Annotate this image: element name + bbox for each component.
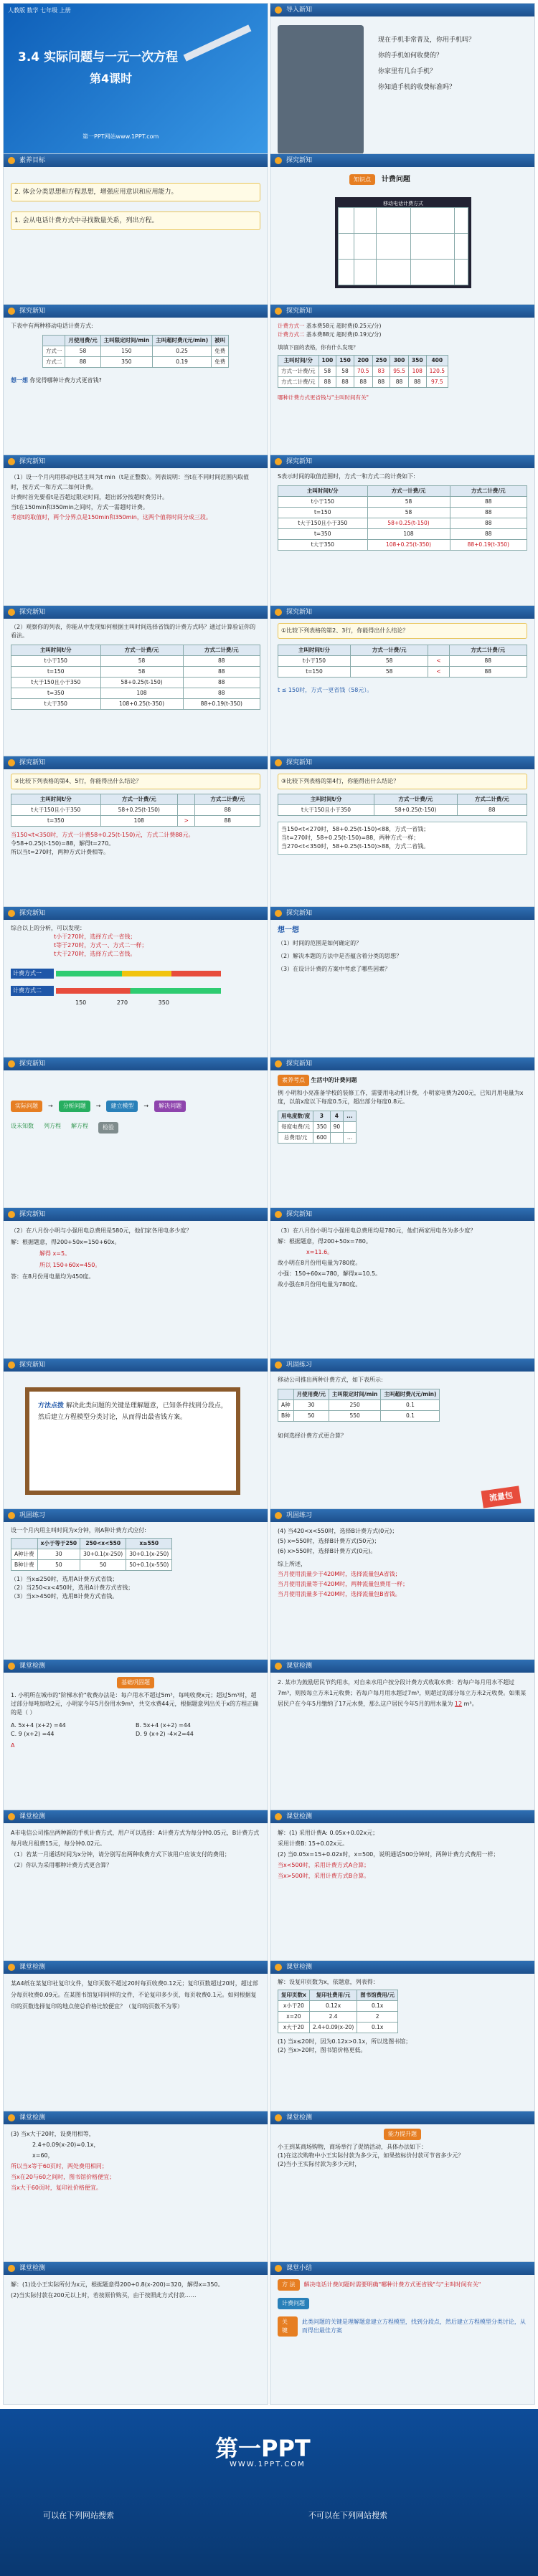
slide-header: 导入新知 bbox=[270, 4, 534, 16]
cover-subtitle: 第4课时 bbox=[90, 72, 133, 85]
slide-knowledge bbox=[270, 153, 535, 322]
flow-steps: 实际问题 → 分析问题 → 建立模型 → 解决问题 bbox=[11, 1101, 260, 1112]
blank-answer: 12 bbox=[454, 1701, 463, 1707]
answer: (2) 当x>20时，图书馆价格更低。 bbox=[278, 2047, 367, 2053]
practice-table: x小于等于250 250<x<550 x≥550 A种计费 30 30+0.1(x-250) 30+0.1(x-250) B种计费 50 50 50+0.1(x-550) bbox=[11, 1538, 172, 1571]
conclusion: t大于270时，选择方式二省钱。 bbox=[54, 951, 136, 957]
question: （2）解决本题的方法中是否蕴含着分类的思想？ bbox=[278, 953, 402, 959]
answer: (2)当实际付款在200元以上时，若按原价购买，由于按照此方式付款…… bbox=[11, 2292, 197, 2299]
slide-quiz-3-answer bbox=[270, 1810, 535, 1978]
slide-summary-bars bbox=[3, 906, 268, 1075]
question: 如何选择计费方式更合算？ bbox=[278, 1432, 346, 1439]
slide-example-2 bbox=[3, 1207, 268, 1376]
slide-quiz-5-answer bbox=[3, 2261, 268, 2405]
slide-compare-chart bbox=[270, 304, 535, 472]
slide-header: 课堂检测 bbox=[4, 1961, 268, 1974]
intro-questions bbox=[378, 32, 475, 95]
question: 小王到某商场购物，商场举行了促销活动，具体办法如下： bbox=[278, 2144, 427, 2150]
question: A市电信公司推出两种新的手机计费方式，用户可以选择：A计费方式为每分钟0.05元，B计费方式每月收月租费15元，每分钟0.02元。 bbox=[11, 1830, 260, 1847]
question: ③比较下列表格的第4行，你能得出什么结论？ bbox=[278, 774, 527, 789]
method-title: 方法点拨 bbox=[38, 1402, 65, 1410]
answer: 所以当x等于60页时，两处费用相同； bbox=[11, 2163, 108, 2169]
tick-label: 150 bbox=[75, 999, 87, 1006]
question: ②比较下列表格的第4、5行，你能得出什么结论？ bbox=[11, 774, 260, 789]
method-1-overtime: 超时费(0.25元/分) bbox=[336, 323, 382, 329]
question: 2. 某市为鼓励居民节约用水，对自来水用户按分段计费方式收取水费：若每户每月用水不超过7m³，则按每立方米1元收费；若每户每月用水超过7m³，则超过的部分每立方米2元收费。如果某居民户在今年5月缴纳了17元水费，那么这户居民今年5月的用水量为 bbox=[278, 1679, 527, 1707]
slide-header: 探究新知 bbox=[4, 756, 268, 769]
slide-header: 课堂检测 bbox=[270, 2111, 534, 2124]
bar-label: 计费方式二 bbox=[11, 986, 54, 996]
answer: 解：根据题意，得200+50x=150+60x。 bbox=[11, 1239, 121, 1245]
summary-key: 方 法 bbox=[278, 2279, 300, 2291]
slide-quiz-4 bbox=[3, 1960, 268, 2129]
slide-quiz-4-answer bbox=[270, 1960, 535, 2129]
option[interactable]: A. 5x+4 (x+2) =44 bbox=[11, 1722, 66, 1729]
options bbox=[11, 1721, 260, 1739]
answer: 解得 x=5。 bbox=[39, 1250, 71, 1257]
compare-table: 主叫时间t/分 方式一计费/元 方式二计费/元 t大于150且小于350 58+0.25(t-150) 88 t=350 108 > 88 bbox=[11, 794, 260, 827]
para: （1）设一个月内用移动电话主叫为t min（t是正整数）。列表说明：当t在不同时间范围内取值时，按方式一和方式二如何计费。 bbox=[11, 474, 250, 490]
intro-line: 你家里有几台手机？ bbox=[378, 68, 437, 75]
think-label: 想一想 bbox=[11, 377, 28, 384]
question: （2）你认为采用哪种计费方式更合算？ bbox=[11, 1862, 113, 1868]
slide-header: 探究新知 bbox=[4, 1359, 268, 1372]
para: 考虑t的取值时，两个分界点是150min和350min，这两个值将时间分成三段。 bbox=[11, 514, 212, 521]
slide-practice-solve bbox=[3, 1508, 268, 1677]
summary-center: 计费问题 bbox=[278, 2298, 309, 2309]
slide-header: 探究新知 bbox=[4, 1208, 268, 1221]
pen-icon bbox=[174, 11, 260, 75]
method-board bbox=[25, 1387, 240, 1495]
goal-2: 2. 体会分类思想和方程思想，增强应用意识和应用能力。 bbox=[11, 183, 260, 201]
intro-line: 你的手机如何收费的？ bbox=[378, 52, 443, 60]
summary-lead: 综上所述， bbox=[278, 1561, 306, 1567]
flow-label: 设未知数 bbox=[11, 1123, 34, 1129]
fee-table: 月使用费/元 主叫限定时间/min 主叫超时费/(元/min) 被叫 方式一 58 150 0.25 免费 方式二 88 350 0.19 免费 bbox=[338, 207, 468, 285]
fill-question: 填填下面的表格，你有什么发现？ bbox=[278, 344, 359, 351]
slide-summary bbox=[270, 2261, 535, 2405]
answer: 答：在8月份用电量均为450度。 bbox=[11, 1273, 95, 1280]
summary-text: 解决电话计费问题时需要明确"哪种计费方式更省钱"与"主叫时间有关" bbox=[303, 2281, 481, 2288]
answer: (3) 当x大于20时，设费用相等， bbox=[11, 2131, 95, 2137]
question: 移动公司推出两种计费方式，如下表所示: bbox=[278, 1377, 383, 1383]
flow-step: 解决问题 bbox=[154, 1101, 186, 1112]
example-table: 用电度数/度 3 4 ... 每度电费/元 350 90 总费用/元 600 ... bbox=[278, 1111, 357, 1144]
slide-quiz-5 bbox=[270, 2111, 535, 2279]
question: （1）时间的范围是如何确定的？ bbox=[278, 940, 362, 946]
method-2-label: 计费方式二 bbox=[278, 331, 305, 338]
slide-flow bbox=[3, 1057, 268, 1225]
answer: 当t=270时，58+0.25(t-150)=88，两种方式一样； bbox=[281, 835, 420, 841]
slide-header: 素养目标 bbox=[4, 154, 268, 167]
tick-label: 270 bbox=[116, 999, 128, 1006]
bar-row-1 bbox=[11, 969, 260, 979]
slide-cases bbox=[270, 455, 535, 623]
lead: 设一个月内用主叫时间为x分钟，则A种计费方式应付: bbox=[11, 1527, 146, 1534]
intro-text: 下表中有两种移动电话计费方式: bbox=[11, 323, 93, 329]
slide-example bbox=[270, 1057, 535, 1225]
blackboard bbox=[335, 197, 471, 288]
slide-quiz-2 bbox=[270, 1659, 535, 1828]
slide-header: 探究新知 bbox=[270, 756, 534, 769]
intro-text: S表示时间的取值范围时，方式一和方式二的计费如下: bbox=[278, 473, 415, 480]
footer-note: 可以在下列网站搜索 bbox=[43, 2511, 114, 2520]
slide-header: 巩固练习 bbox=[270, 1359, 534, 1372]
conclusion: t ≤ 150时，方式一更省钱（58元）。 bbox=[278, 687, 373, 693]
slide-header: 探究新知 bbox=[270, 305, 534, 318]
answer: 当x>500时，采用计费方式B合算。 bbox=[278, 1873, 370, 1879]
conclusion: 当月使用流量多于420M时，选择流量包B省钱。 bbox=[278, 1591, 401, 1597]
slide-header: 课堂检测 bbox=[4, 2262, 268, 2275]
bar-label: 计费方式一 bbox=[11, 969, 54, 979]
slide-header: 课堂检测 bbox=[270, 1660, 534, 1673]
flow-step: 分析问题 bbox=[59, 1101, 90, 1112]
para: 计费时首先要看t是否超过限定时间，超出部分按超时费另计。 bbox=[11, 494, 169, 500]
conclusion: t小于270时，选择方式一省钱； bbox=[54, 933, 136, 940]
topic-title: 生活中的计费问题 bbox=[311, 1077, 357, 1083]
cover-title: 3.4 实际问题与一元一次方程 bbox=[18, 50, 179, 65]
slide-quiz-1 bbox=[3, 1659, 268, 1828]
knowledge-title: 计费问题 bbox=[381, 176, 410, 184]
intro-line: 你知道手机的收费标准吗？ bbox=[378, 84, 456, 91]
method-2-base: 基本费88元 bbox=[306, 331, 335, 338]
slide-header: 课堂检测 bbox=[4, 1810, 268, 1823]
answer: A bbox=[11, 1742, 15, 1749]
slide-observe bbox=[3, 605, 268, 774]
slide-header: 巩固练习 bbox=[4, 1509, 268, 1522]
example-text: 例 小明和小亮准备学校的装修工作，需要用电动机计费，小明家电费为200元，已知月用电量为x度，以前x度以下每度0.5元，超出部分每度0.8元。 bbox=[278, 1090, 524, 1105]
compare-table: 主叫时间/分 100 150 200 250 300 350 400 方式一计费/元 58 58 70.5 83 95.5 108 120.5 方式二计费/元 88 88 88 88 88 88 97.5 bbox=[278, 355, 448, 388]
question: ①比较下列表格的第2、3行，你能得出什么结论？ bbox=[278, 623, 527, 639]
slide-quiz-4-answer-2 bbox=[3, 2111, 268, 2279]
summary-key: 关 键 bbox=[278, 2316, 298, 2337]
answer: 采用计费B: 15+0.02x元。 bbox=[278, 1840, 349, 1847]
answer: 故小强在8月份用电量为780度。 bbox=[278, 1281, 362, 1288]
answer: 解：根据题意，得200+50x=780。 bbox=[278, 1238, 372, 1245]
slide-header: 探究新知 bbox=[270, 1208, 534, 1221]
slide-header: 探究新知 bbox=[270, 1058, 534, 1070]
slide-header: 探究新知 bbox=[4, 606, 268, 619]
unit: m³。 bbox=[463, 1701, 478, 1707]
option[interactable]: B. 5x+4 (x+2) =44 bbox=[136, 1722, 191, 1729]
slide-intro bbox=[270, 3, 535, 171]
slide-header: 巩固练习 bbox=[270, 1509, 534, 1522]
badge: 流量包 bbox=[481, 1486, 522, 1508]
answer: (1) 当x≤20时，因为0.12x>0.1x，所以选图书馆； bbox=[278, 2038, 412, 2045]
quiz-title: 能力提升题 bbox=[384, 2129, 421, 2140]
slide-header: 探究新知 bbox=[4, 305, 268, 318]
slide-header: 探究新知 bbox=[270, 455, 534, 468]
conclusion: 当月使用流量等于420M时，两种流量包费用一样； bbox=[278, 1581, 409, 1587]
knowledge-tag: 知识点 bbox=[349, 174, 375, 185]
flow-label: 列方程 bbox=[44, 1123, 61, 1129]
bar-row-2 bbox=[11, 986, 260, 996]
question: 1. 小明所在城市的"阶梯水价"收费办法是：每户用水不超过5m³，每吨收费x元；超过5m³时，超过部分每吨加收2元，小明家今年5月份用水9m³，共交水费44元，根据题意列出关于x的方程正确的是（ ） bbox=[11, 1692, 259, 1716]
answer: x=60， bbox=[32, 2152, 54, 2159]
slide-quiz-3 bbox=[3, 1810, 268, 1978]
flow-label: 解方程 bbox=[71, 1123, 88, 1129]
method-text: 解决此类问题的关键是理解题意，已知条件找到分段点，然后建立方程模型分类讨论，从而得出最省钱方案。 bbox=[38, 1402, 227, 1421]
para: （2）观察你的列表，你能从中发现如何根据主叫时间选择省钱的计费方式吗？通过计算验证你的看法。 bbox=[11, 624, 256, 639]
question: 某A4纸在某复印社复印文件，复印页数不超过20时每页收费0.12元；复印页数超过20时，超过部分每页收费0.09元。在某图书馆复印同样的文件，不论复印多少页，每页收费0.1元。如何根据复印的页数选择复印的地点使总价格比较便宜？（复印的页数不为零） bbox=[11, 1980, 258, 2010]
lead: 解：设复印页数为x，依题意，列表得： bbox=[278, 1979, 379, 1985]
flow-step: 建立模型 bbox=[106, 1101, 138, 1112]
footer-url[interactable]: WWW.1PPT.COM bbox=[230, 2461, 306, 2468]
bar bbox=[56, 988, 221, 994]
slide-header: 探究新知 bbox=[4, 1058, 268, 1070]
slide-fee-table bbox=[3, 304, 268, 472]
slide-compare-rows-23 bbox=[270, 605, 535, 774]
method-1-label: 计费方式一 bbox=[278, 323, 305, 329]
question: （3）在八月份小明与小强用电总费用均是780元，他们两家用电各为多少度？ bbox=[278, 1227, 476, 1234]
fee-table: 月使用费/元 主叫限定时间/min 主叫超时费/(元/min) 被叫 方式一 58 150 0.25 免费 方式二 88 350 0.19 免费 bbox=[42, 335, 229, 368]
answer: (5) x=550时，选择B计费方式(50元)； bbox=[278, 1538, 380, 1544]
answer: 解：(1)设小王实际所付为x元，根据题意得200+0.8(x-200)=320，解得x=350。 bbox=[11, 2281, 224, 2288]
slide-method bbox=[3, 1358, 268, 1526]
slide-header: 探究新知 bbox=[4, 907, 268, 920]
quiz-title: 基础巩固题 bbox=[117, 1677, 154, 1688]
footer-note: 不可以在下列网站搜索 bbox=[308, 2511, 387, 2520]
question: （3）在设计计费的方案中考虑了哪些因素？ bbox=[278, 966, 391, 972]
slide-think bbox=[270, 906, 535, 1075]
answer: （2）当250<x<450时，选用A计费方式省钱； bbox=[11, 1584, 134, 1591]
cover-site: 第一PPT网站www.1PPT.com bbox=[82, 133, 159, 140]
question: (2)当小王实际付款为多少元时， bbox=[278, 2161, 361, 2167]
answer: 所以当t=270时，两种方式计费相等。 bbox=[11, 849, 110, 855]
slide-header: 探究新知 bbox=[270, 907, 534, 920]
slide-practice-summary bbox=[270, 1508, 535, 1677]
slide-header: 课堂检测 bbox=[4, 2111, 268, 2124]
slide-compare-row-4 bbox=[270, 756, 535, 924]
slide-header: 探究新知 bbox=[4, 455, 268, 468]
answer: （1）当x≤250时，选用A计费方式省钱； bbox=[11, 1576, 118, 1582]
tick-label: 350 bbox=[158, 999, 169, 1006]
think-question: 你觉得哪种计费方式更省钱? bbox=[29, 377, 102, 384]
answer-table: 复印页数x 复印社费用/元 图书馆费用/元 x小于20 0.12x 0.1x x=20 2.4 2 x大于20 2.4+0.09(x-20) 0.1x bbox=[278, 1990, 398, 2033]
question: （2）在八月份小明与小强用电总费用是580元，他们家各用电多少度？ bbox=[11, 1227, 192, 1234]
para: 当t在150min和350min之间时，方式一需超时计费。 bbox=[11, 504, 148, 510]
answer: 当270<t<350时，58+0.25(t-150)>88，方式二省钱。 bbox=[281, 843, 430, 850]
flow-step: 实际问题 bbox=[11, 1101, 42, 1112]
answer: (6) x>550时，选择B计费方式(0元)。 bbox=[278, 1548, 377, 1554]
practice-table: 月使用费/元 主叫限定时间/min 主叫超时费/(元/min) A种 30 250 0.1 B种 50 550 0.1 bbox=[278, 1389, 440, 1422]
slide-practice bbox=[270, 1358, 535, 1526]
phone-image bbox=[278, 25, 364, 154]
footer bbox=[0, 2409, 538, 2576]
slide-header: 课堂小结 bbox=[270, 2262, 534, 2275]
slide-header: 探究新知 bbox=[270, 606, 534, 619]
answer: 所以 150+60x=450。 bbox=[39, 1262, 101, 1268]
slide-header: 课堂检测 bbox=[270, 1961, 534, 1974]
method-1-base: 基本费58元 bbox=[306, 323, 335, 329]
answer: 当x<500时，采用计费方式A合算； bbox=[278, 1862, 370, 1868]
answer: 当x大于60页时，复印社价格便宜。 bbox=[11, 2185, 102, 2191]
cover-edition: 人教版 数学 七年级 上册 bbox=[8, 7, 71, 14]
slide-header: 课堂检测 bbox=[4, 1660, 268, 1673]
answer: (4) 当420<x<550时，选择B计费方式(0元)； bbox=[278, 1528, 398, 1534]
answer: 当150<t<270时，58+0.25(t-150)<88，方式一省钱； bbox=[281, 826, 430, 832]
board-title: 移动电话计费方式 bbox=[383, 201, 423, 206]
answer: 故小明在8月份用电量为780度。 bbox=[278, 1260, 362, 1266]
answer: 解：(1) 采用计费A: 0.05x+0.02x元； bbox=[278, 1830, 379, 1836]
conclusion: t等于270时，方式一、方式二一样； bbox=[54, 942, 148, 949]
answer: （3）当x>450时，选用B计费方式省钱。 bbox=[11, 1593, 118, 1600]
goal-1: 1. 会从电话计费方式中寻找数量关系，列出方程。 bbox=[11, 212, 260, 230]
topic-tag: 素养考点 bbox=[278, 1075, 309, 1086]
intro-line: 现在手机非常普及，你用手机吗？ bbox=[378, 37, 476, 44]
question: （1）若某一月通话时间为x分钟，请分别写出两种收费方式下该用户应该支付的费用； bbox=[11, 1851, 230, 1858]
slide-header: 探究新知 bbox=[270, 154, 534, 167]
option[interactable]: C. 9 (x+2) =44 bbox=[11, 1731, 55, 1737]
method-2-overtime: 超时费(0.19元/分) bbox=[336, 331, 382, 338]
answer: 当x在20与60之间时，图书馆价格便宜； bbox=[11, 2174, 115, 2180]
flow-step: 检验 bbox=[98, 1122, 118, 1133]
tip-text: 哪种计费方式更省钱与"主叫时间有关" bbox=[278, 394, 369, 401]
slide-example-3 bbox=[270, 1207, 535, 1376]
cases-table: 主叫时间t/分 方式一计费/元 方式二计费/元 t小于150 58 88 t=150 58 88 t大于150且小于350 58+0.25(t-150) 88 t=350 108 88 t大于350 108+0.25(t-350) 88+0.19(t-350) bbox=[278, 485, 527, 551]
slide-compare-rows-45 bbox=[3, 756, 268, 924]
slide-goals bbox=[3, 153, 268, 322]
slide-analysis bbox=[3, 455, 268, 623]
think-label: 想一想 bbox=[278, 926, 299, 934]
conclusion: 当月使用流量少于420M时，选择流量包A省钱； bbox=[278, 1571, 401, 1577]
bar bbox=[56, 971, 221, 976]
answer: x=11.6。 bbox=[306, 1249, 334, 1255]
answer: 2.4+0.09(x-20)=0.1x， bbox=[32, 2142, 100, 2148]
lead: 综合以上的分析，可以发现： bbox=[11, 925, 85, 931]
compare-table: 主叫时间t/分 方式一计费/元 方式二计费/元 t小于150 58 < 88 t=150 58 < 88 bbox=[278, 645, 527, 678]
answer: 令58+0.25(t-150)=88，解得t=270。 bbox=[11, 840, 115, 847]
compare-table: 主叫时间t/分 方式一计费/元 方式二计费/元 t大于150且小于350 58+0.25(t-150) 88 bbox=[278, 794, 527, 816]
summary-text: 此类问题的关键是理解题意建立方程模型，找到分段点，然后建立方程模型分类讨论，从而得出最佳方案 bbox=[301, 2319, 526, 2334]
answer: 小强：150+60x=780，解得x=10.5。 bbox=[278, 1270, 382, 1277]
answer: (2) 当0.05x=15+0.02x时，x=500，说明通话500分钟时，两种计费方式费用一样； bbox=[278, 1851, 499, 1858]
footer-logo: 第一PPT bbox=[215, 2435, 311, 2462]
answer: 当150<t<350时，方式一计费58+0.25(t-150)元，方式二计费88元。 bbox=[11, 832, 194, 838]
slide-cover bbox=[3, 3, 268, 171]
slide-header: 课堂检测 bbox=[270, 1810, 534, 1823]
question: (1)在这次购物中小王实际付款为多少元，如果按标价付款可节省多少元？ bbox=[278, 2152, 464, 2159]
option[interactable]: D. 9 (x+2) -4×2=44 bbox=[136, 1731, 194, 1737]
cases-table: 主叫时间t/分 方式一计费/元 方式二计费/元 t小于150 58 88 t=150 58 88 t大于150且小于350 58+0.25(t-150) 88 t=350 108 88 t大于350 108+0.25(t-350) 88+0.19(t-350) bbox=[11, 645, 260, 710]
